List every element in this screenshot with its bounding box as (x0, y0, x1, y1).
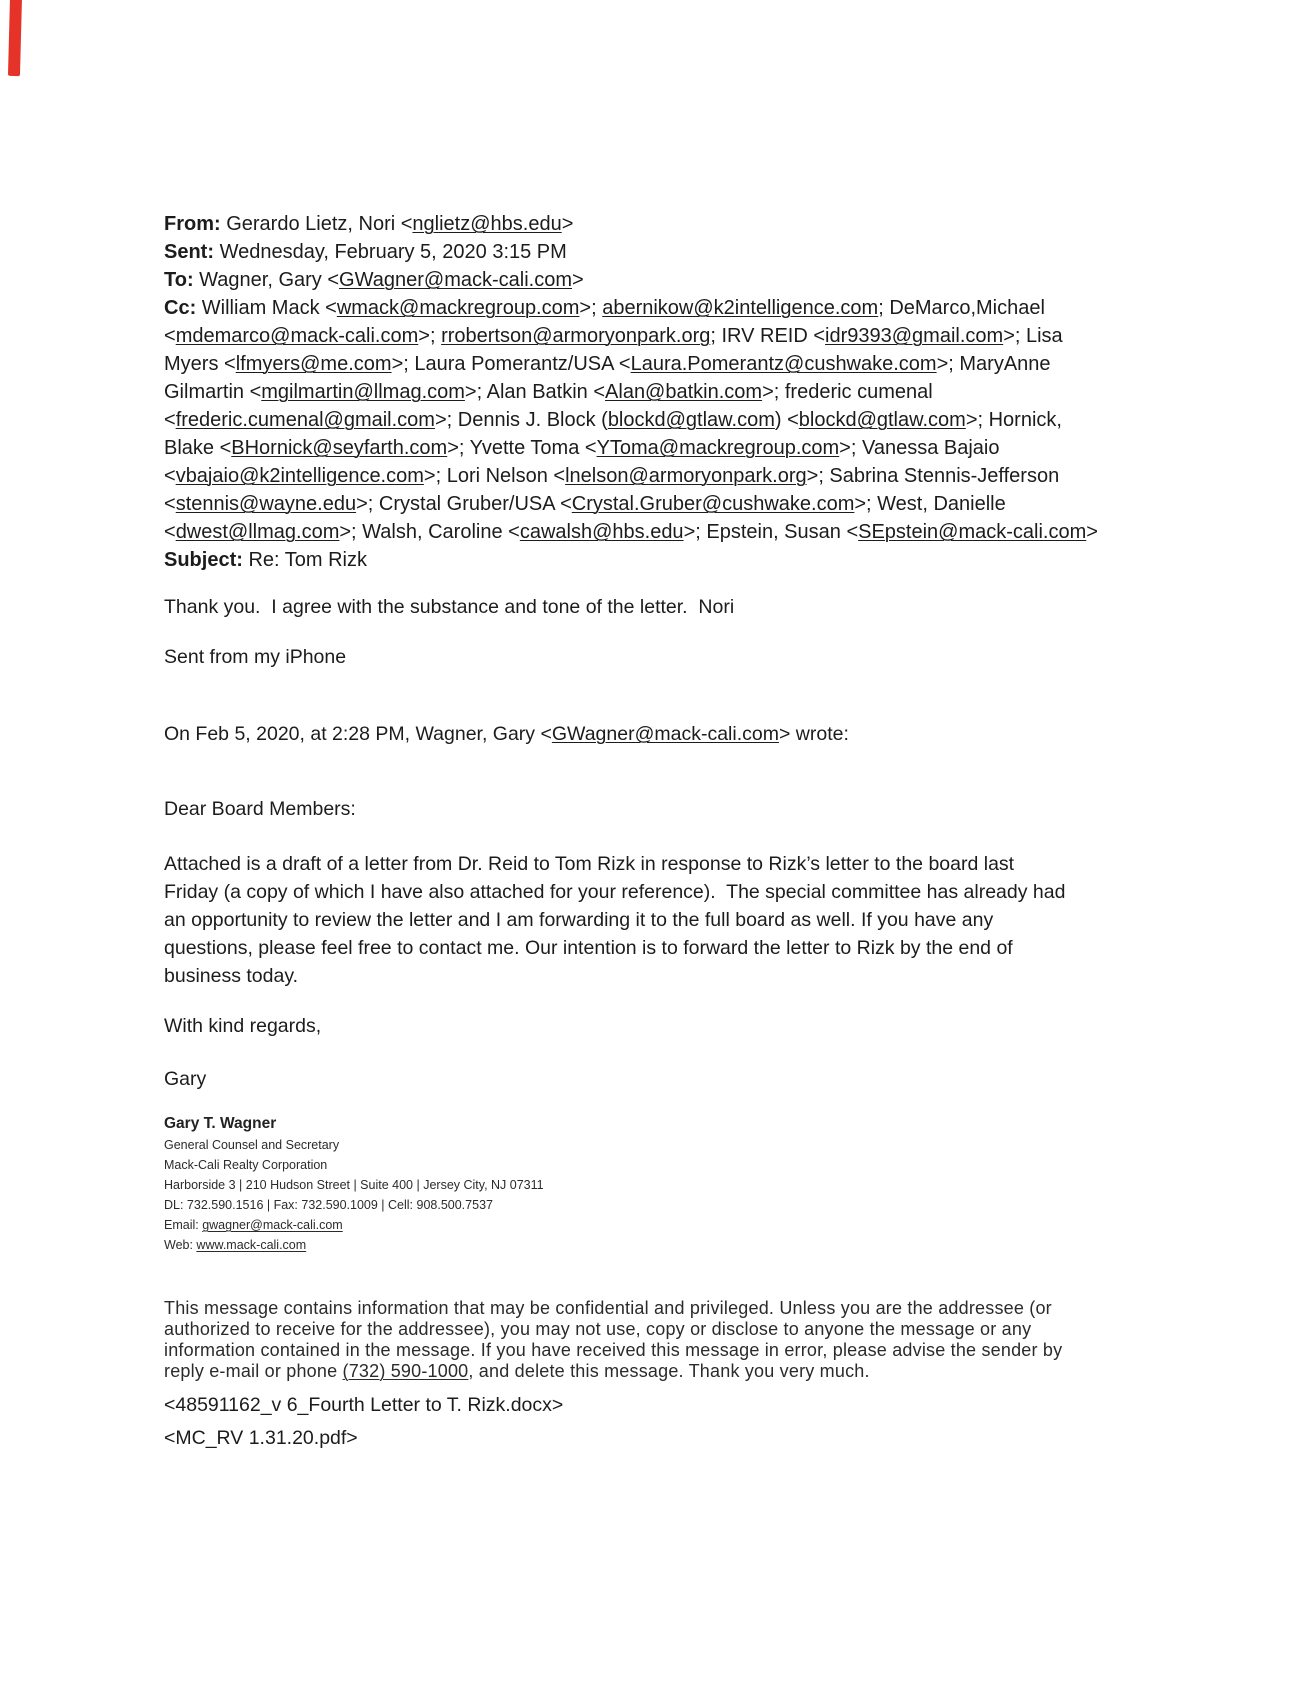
signature-block (164, 1135, 1139, 1255)
text-line (164, 238, 1139, 266)
text-line (164, 462, 1139, 490)
link[interactable]: rrobertson@armoryonpark.org (441, 325, 711, 347)
link[interactable]: www.mack-cali.com (196, 1238, 307, 1252)
text-segment: >; Laura Pomerantz/USA < (391, 353, 631, 375)
text-segment: an opportunity to review the letter and I am forwarding it to the full board as well. If you have any (164, 909, 994, 931)
email-header-block (164, 210, 1139, 574)
text-segment: Sent: (164, 241, 220, 263)
text-segment: General Counsel and Secretary (164, 1138, 340, 1152)
text-segment: >; (579, 297, 603, 319)
text-segment: Subject: (164, 549, 249, 571)
text-segment: William Mack < (201, 297, 337, 319)
text-segment: Attached is a draft of a letter from Dr. Reid to Tom Rizk in response to Rizk’s letter to the board last (164, 853, 1015, 875)
text-line (164, 850, 1139, 878)
text-segment: >; Hornick, (965, 409, 1062, 431)
link[interactable]: idr9393@gmail.com (825, 325, 1004, 347)
text-segment: Email: (164, 1218, 203, 1232)
text-segment: >; Dennis J. Block ( (434, 409, 608, 431)
text-line (164, 350, 1139, 378)
text-segment: < (164, 493, 176, 515)
text-segment: reply e-mail or phone (164, 1361, 343, 1381)
text-segment: Web: (164, 1238, 197, 1252)
text-line (164, 934, 1139, 962)
text-segment: On Feb 5, 2020, at 2:28 PM, Wagner, Gary < (164, 723, 552, 745)
text-segment: information contained in the message. If you have received this message in error, please advise the sender by (164, 1340, 1063, 1360)
link[interactable]: lfmyers@me.com (235, 353, 392, 375)
link[interactable]: YToma@mackregroup.com (596, 437, 840, 459)
text-segment: >; MaryAnne (936, 353, 1051, 375)
text-segment: ; DeMarco,Michael (878, 297, 1045, 319)
text-segment: Harborside 3 | 210 Hudson Street | Suite 400 | Jersey City, NJ 07311 (164, 1178, 544, 1192)
text-segment: ; IRV REID < (710, 325, 826, 347)
link[interactable]: dwest@llmag.com (175, 521, 340, 543)
link[interactable]: BHornick@seyfarth.com (231, 437, 448, 459)
link[interactable]: cawalsh@hbs.edu (519, 521, 684, 543)
text-segment: > (561, 213, 574, 235)
text-segment: business today. (164, 965, 299, 987)
text-segment: >; West, Danielle (854, 493, 1006, 515)
text-line (164, 1195, 1139, 1215)
text-segment: >; Lori Nelson < (423, 465, 566, 487)
link[interactable]: lnelson@armoryonpark.org (565, 465, 807, 487)
text-segment: Blake < (164, 437, 232, 459)
text-segment: Gilmartin < (164, 381, 262, 403)
text-segment: DL: 732.590.1516 | Fax: 732.590.1009 | Cell: 908.500.7537 (164, 1198, 493, 1212)
text-segment: Re: Tom Rizk (248, 549, 367, 571)
text-segment: authorized to receive for the addressee), you may not use, copy or disclose to anyone the message or any (164, 1319, 1032, 1339)
text-segment: >; Alan Batkin < (464, 381, 606, 403)
sent-from-iphone-text: Sent from my iPhone (164, 646, 347, 668)
text-segment: From: (164, 213, 227, 235)
text-line (164, 1298, 1139, 1319)
scanner-artifact-mark (8, 0, 22, 76)
text-segment: >; Yvette Toma < (447, 437, 597, 459)
email-content (164, 210, 1139, 1455)
text-segment: >; Lisa (1003, 325, 1063, 347)
text-segment: < (164, 325, 176, 347)
text-line (164, 1155, 1139, 1175)
link[interactable]: blockd@gtlaw.com (607, 409, 775, 431)
text-segment: Mack-Cali Realty Corporation (164, 1158, 328, 1172)
closing-text: With kind regards, (164, 1015, 322, 1037)
text-line (164, 878, 1139, 906)
text-line (164, 322, 1139, 350)
text-segment: < (164, 465, 176, 487)
link[interactable]: frederic.cumenal@gmail.com (175, 409, 435, 431)
text-segment: This message contains information that may be confidential and privileged. Unless you are the addressee (or (164, 1298, 1052, 1318)
attachment-list (164, 1389, 1139, 1455)
text-line (164, 266, 1139, 294)
text-segment: >; Epstein, Susan < (683, 521, 859, 543)
link[interactable]: nglietz@hbs.edu (412, 213, 562, 235)
link[interactable]: Crystal.Gruber@cushwake.com (571, 493, 855, 515)
text-segment: < (164, 521, 176, 543)
attachment-filename: <MC_RV 1.31.20.pdf> (164, 1427, 358, 1449)
text-segment: < (164, 409, 176, 431)
text-line (164, 1135, 1139, 1155)
link[interactable]: GWagner@mack-cali.com (551, 723, 779, 745)
attachment-filename: <48591162_v 6_Fourth Letter to T. Rizk.docx> (164, 1394, 564, 1416)
link[interactable]: vbajaio@k2intelligence.com (175, 465, 424, 487)
text-segment: Gerardo Lietz, Nori < (226, 213, 413, 235)
text-segment: , and delete this message. Thank you very much. (468, 1361, 870, 1381)
signoff-name: Gary (164, 1068, 207, 1090)
link[interactable]: stennis@wayne.edu (175, 493, 357, 515)
text-line (164, 720, 1139, 748)
text-line (164, 1319, 1139, 1340)
signature-name: Gary T. Wagner (164, 1115, 277, 1132)
text-segment: >; Walsh, Caroline < (339, 521, 520, 543)
link[interactable]: abernikow@k2intelligence.com (602, 297, 879, 319)
link[interactable]: gwagner@mack-cali.com (202, 1218, 343, 1232)
text-line (164, 406, 1139, 434)
text-line (164, 210, 1139, 238)
text-line (164, 490, 1139, 518)
text-line (164, 378, 1139, 406)
text-line (164, 518, 1139, 546)
text-segment: >; (418, 325, 442, 347)
text-line (164, 1361, 1139, 1382)
text-segment: ) < (774, 409, 799, 431)
text-segment: > wrote: (778, 723, 849, 745)
quoted-paragraph (164, 850, 1139, 990)
salutation: Dear Board Members: (164, 798, 356, 820)
text-line (164, 434, 1139, 462)
text-segment: To: (164, 269, 200, 291)
text-line (164, 962, 1139, 990)
text-line (164, 546, 1139, 574)
confidentiality-disclaimer (164, 1298, 1139, 1382)
text-segment: questions, please feel free to contact me. Our intention is to forward the letter to Rizk by the end of (164, 937, 1013, 959)
link[interactable]: Alan@batkin.com (605, 381, 763, 403)
text-line (164, 294, 1139, 322)
text-line (164, 1340, 1139, 1361)
text-segment: >; frederic cumenal (762, 381, 933, 403)
link[interactable]: blockd@gtlaw.com (798, 409, 966, 431)
text-segment: >; Crystal Gruber/USA < (356, 493, 572, 515)
reply-body-text: Thank you. I agree with the substance and tone of the letter. Nori (164, 596, 735, 618)
link[interactable]: mdemarco@mack-cali.com (175, 325, 419, 347)
link[interactable]: GWagner@mack-cali.com (339, 269, 572, 291)
text-segment: >; Sabrina Stennis-Jefferson (806, 465, 1060, 487)
text-line (164, 906, 1139, 934)
text-segment: Myers < (164, 353, 236, 375)
link[interactable]: wmack@mackregroup.com (336, 297, 580, 319)
link[interactable]: SEpstein@mack-cali.com (858, 521, 1087, 543)
text-line (164, 1215, 1139, 1235)
link[interactable]: mgilmartin@llmag.com (261, 381, 465, 403)
text-segment: Wednesday, February 5, 2020 3:15 PM (219, 241, 567, 263)
link[interactable]: (732) 590-1000 (342, 1361, 469, 1381)
quoted-message-intro (164, 720, 1139, 748)
text-segment: >; Vanessa Bajaio (839, 437, 1000, 459)
text-segment: > (572, 269, 584, 291)
text-segment: Wagner, Gary < (199, 269, 340, 291)
text-segment: > (1086, 521, 1098, 543)
link[interactable]: Laura.Pomerantz@cushwake.com (630, 353, 937, 375)
text-segment: Friday (a copy of which I have also attached for your reference). The special committee has already had (164, 881, 1066, 903)
text-line (164, 1235, 1139, 1255)
text-line (164, 1175, 1139, 1195)
text-segment: Cc: (164, 297, 202, 319)
